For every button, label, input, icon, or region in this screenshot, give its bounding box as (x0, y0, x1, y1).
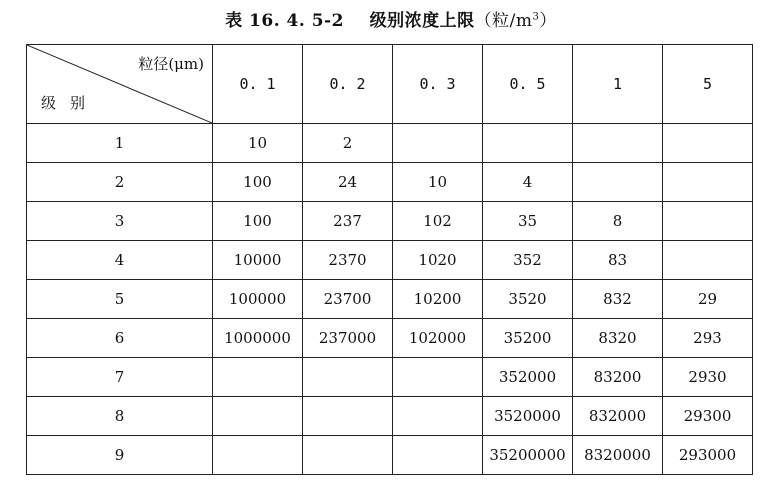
concentration-cell: 83200 (573, 358, 663, 397)
concentration-cell: 100000 (213, 280, 303, 319)
size-header: 5 (663, 45, 753, 124)
grade-cell: 2 (27, 163, 213, 202)
grade-cell: 8 (27, 397, 213, 436)
concentration-cell (393, 436, 483, 475)
concentration-cell: 3520 (483, 280, 573, 319)
concentration-cell: 100 (213, 202, 303, 241)
concentration-cell: 10 (393, 163, 483, 202)
concentration-cell (303, 358, 393, 397)
table-unit: （粒$/m^3$） (474, 11, 557, 31)
concentration-cell: 1020 (393, 241, 483, 280)
grade-cell: 4 (27, 241, 213, 280)
grade-cell: 1 (27, 124, 213, 163)
concentration-cell: 102000 (393, 319, 483, 358)
table-row (27, 319, 753, 358)
concentration-cell: 2370 (303, 241, 393, 280)
concentration-cell: 8320 (573, 319, 663, 358)
table-row (27, 358, 753, 397)
concentration-cell (483, 124, 573, 163)
concentration-cell: 23700 (303, 280, 393, 319)
concentration-cell (303, 397, 393, 436)
concentration-cell: 10 (213, 124, 303, 163)
concentration-cell: 8 (573, 202, 663, 241)
concentration-cell: 2 (303, 124, 393, 163)
concentration-cell: 29 (663, 280, 753, 319)
concentration-cell: 352000 (483, 358, 573, 397)
size-header: 0. 1 (213, 45, 303, 124)
table-row (27, 397, 753, 436)
concentration-table (26, 44, 753, 475)
concentration-cell: 8320000 (573, 436, 663, 475)
table-body (27, 124, 753, 475)
concentration-cell: 237000 (303, 319, 393, 358)
grade-label: 级别 (41, 94, 100, 112)
concentration-cell: 3520000 (483, 397, 573, 436)
concentration-cell: 352 (483, 241, 573, 280)
table-row (27, 280, 753, 319)
concentration-cell (573, 163, 663, 202)
concentration-cell: 293 (663, 319, 753, 358)
header-row (27, 45, 753, 124)
table-row (27, 241, 753, 280)
concentration-cell: 1000000 (213, 319, 303, 358)
particle-size-label: 粒径(μm) (138, 55, 204, 73)
concentration-cell: 100 (213, 163, 303, 202)
concentration-cell: 2930 (663, 358, 753, 397)
concentration-cell: 29300 (663, 397, 753, 436)
concentration-cell (303, 436, 393, 475)
table-title-text: 级别浓度上限 (369, 11, 475, 31)
concentration-cell (663, 241, 753, 280)
concentration-cell: 4 (483, 163, 573, 202)
table-row (27, 163, 753, 202)
concentration-cell: 237 (303, 202, 393, 241)
concentration-cell: 83 (573, 241, 663, 280)
concentration-cell: 832 (573, 280, 663, 319)
concentration-cell: 832000 (573, 397, 663, 436)
concentration-cell (213, 436, 303, 475)
table-row (27, 436, 753, 475)
corner-header-cell (27, 45, 213, 124)
grade-cell: 3 (27, 202, 213, 241)
concentration-cell: 10000 (213, 241, 303, 280)
size-header: 0. 3 (393, 45, 483, 124)
size-header: 1 (573, 45, 663, 124)
concentration-cell (393, 397, 483, 436)
table-title (0, 6, 782, 31)
concentration-cell (663, 202, 753, 241)
concentration-cell (213, 397, 303, 436)
grade-cell: 7 (27, 358, 213, 397)
concentration-cell: 35 (483, 202, 573, 241)
concentration-cell (663, 163, 753, 202)
concentration-cell (573, 124, 663, 163)
grade-cell: 9 (27, 436, 213, 475)
concentration-cell: 24 (303, 163, 393, 202)
table-row (27, 202, 753, 241)
grade-cell: 5 (27, 280, 213, 319)
concentration-cell: 293000 (663, 436, 753, 475)
concentration-cell: 35200000 (483, 436, 573, 475)
table-row (27, 124, 753, 163)
concentration-cell: 10200 (393, 280, 483, 319)
concentration-cell (393, 124, 483, 163)
grade-cell: 6 (27, 319, 213, 358)
concentration-cell (663, 124, 753, 163)
concentration-cell (213, 358, 303, 397)
concentration-cell: 35200 (483, 319, 573, 358)
concentration-cell (393, 358, 483, 397)
table-number: 表 16. 4. 5-2 (225, 11, 344, 31)
size-header: 0. 2 (303, 45, 393, 124)
size-header: 0. 5 (483, 45, 573, 124)
concentration-cell: 102 (393, 202, 483, 241)
